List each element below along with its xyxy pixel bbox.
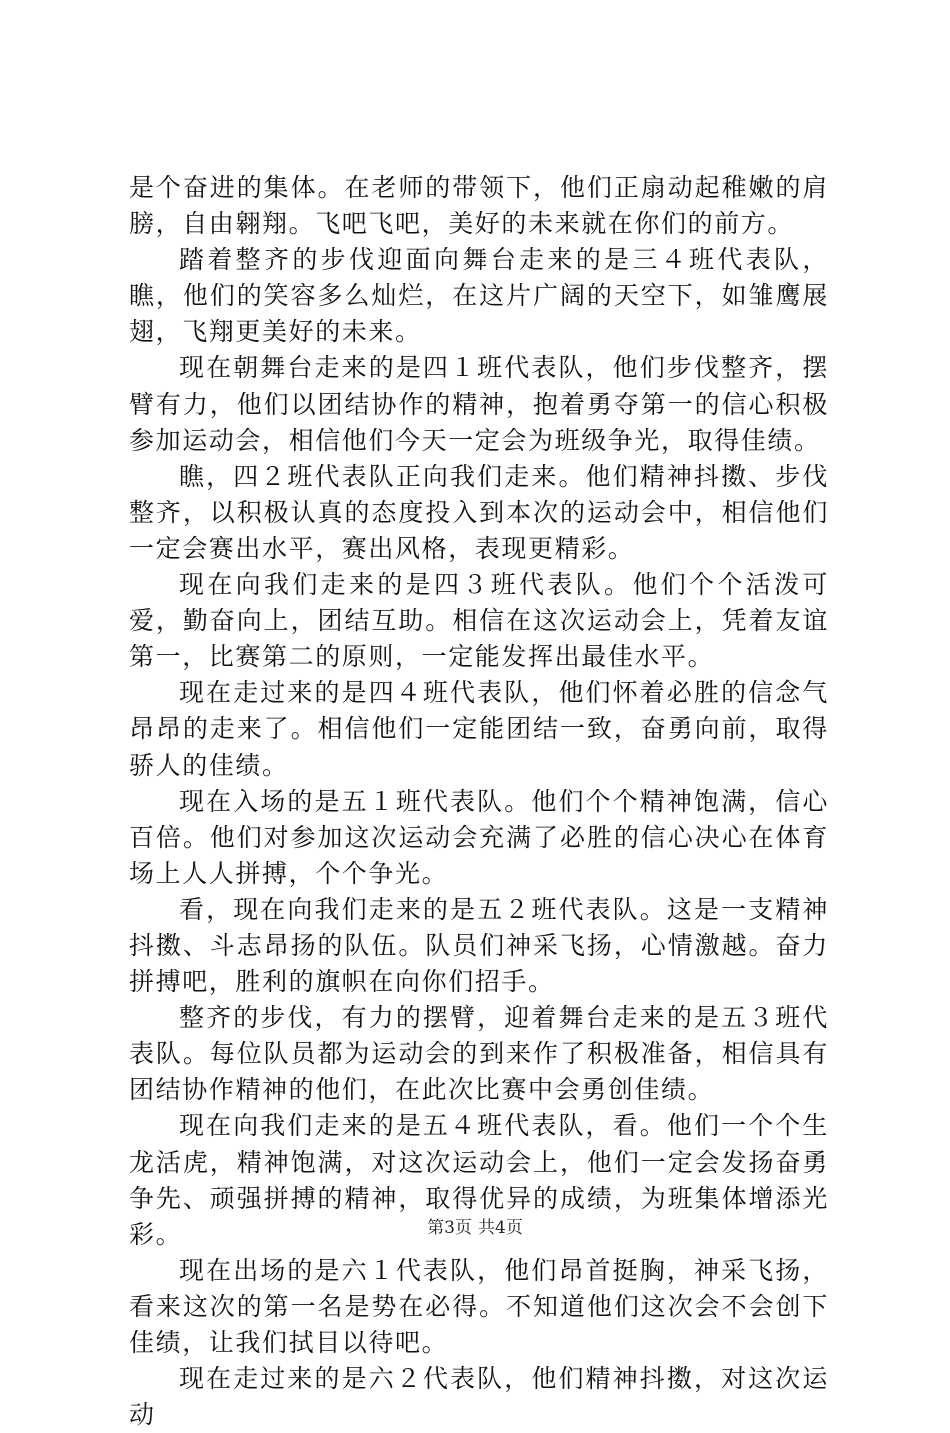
paragraph-class-4-4: 现在走过来的是四４班代表队，他们怀着必胜的信念气昂昂的走来了。相信他们一定能团结一致，奋勇向前，取得骄人的佳绩。 [129,678,829,780]
paragraph-class-3-4: 踏着整齐的步伐迎面向舞台走来的是三４班代表队，瞧，他们的笑容多么灿烂，在这片广阔的天空下，如雏鹰展翅，飞翔更美好的未来。 [129,245,829,347]
paragraph-class-5-4: 现在向我们走来的是五４班代表队，看。他们一个个生龙活虎，精神饱满，对这次运动会上，他们一定会发扬奋勇争先、顽强拼搏的精神，取得优异的成绩，为班集体增添光彩。 [129,1111,829,1249]
paragraph-class-4-3: 现在向我们走来的是四３班代表队。他们个个活泼可爱，勤奋向上，团结互助。相信在这次运动会上，凭着友谊第一，比赛第二的原则，一定能发挥出最佳水平。 [129,570,829,672]
page-total: 共4页 [478,1218,523,1238]
paragraph-class-6-1: 现在出场的是六１代表队，他们昂首挺胸，神采飞扬，看来这次的第一名是势在必得。不知道他们这次会不会创下佳绩，让我们拭目以待吧。 [129,1255,829,1357]
page-footer [0,1216,950,1240]
document-body [129,170,829,1433]
paragraph-class-6-2: 现在走过来的是六２代表队，他们精神抖擞，对这次运动 [129,1364,829,1430]
paragraph-class-5-3: 整齐的步伐，有力的摆臂，迎着舞台走来的是五３班代表队。每位队员都为运动会的到来作了积极准备，相信具有团结协作精神的他们，在此次比赛中会勇创佳绩。 [129,1003,829,1105]
paragraph-class-4-2: 瞧，四２班代表队正向我们走来。他们精神抖擞、步伐整齐，以积极认真的态度投入到本次的运动会中，相信他们一定会赛出水平，赛出风格，表现更精彩。 [129,461,829,563]
paragraph-continued: 是个奋进的集体。在老师的带领下，他们正扇动起稚嫩的肩膀，自由翱翔。飞吧飞吧，美好的未来就在你们的前方。 [129,173,829,239]
paragraph-class-5-2: 看，现在向我们走来的是五２班代表队。这是一支精神抖擞、斗志昂扬的队伍。队员们神采飞扬，心情激越。奋力拼搏吧，胜利的旗帜在向你们招手。 [129,894,829,997]
page-number: 第3页 [427,1218,472,1238]
paragraph-class-4-1: 现在朝舞台走来的是四１班代表队，他们步伐整齐，摆臂有力，他们以团结协作的精神，抱着勇夺第一的信心积极参加运动会，相信他们今天一定会为班级争光，取得佳绩。 [129,353,829,455]
paragraph-class-5-1: 现在入场的是五１班代表队。他们个个精神饱满，信心百倍。他们对参加这次运动会充满了必胜的信心决心在体育场上人人拼搏，个个争光。 [129,786,829,888]
